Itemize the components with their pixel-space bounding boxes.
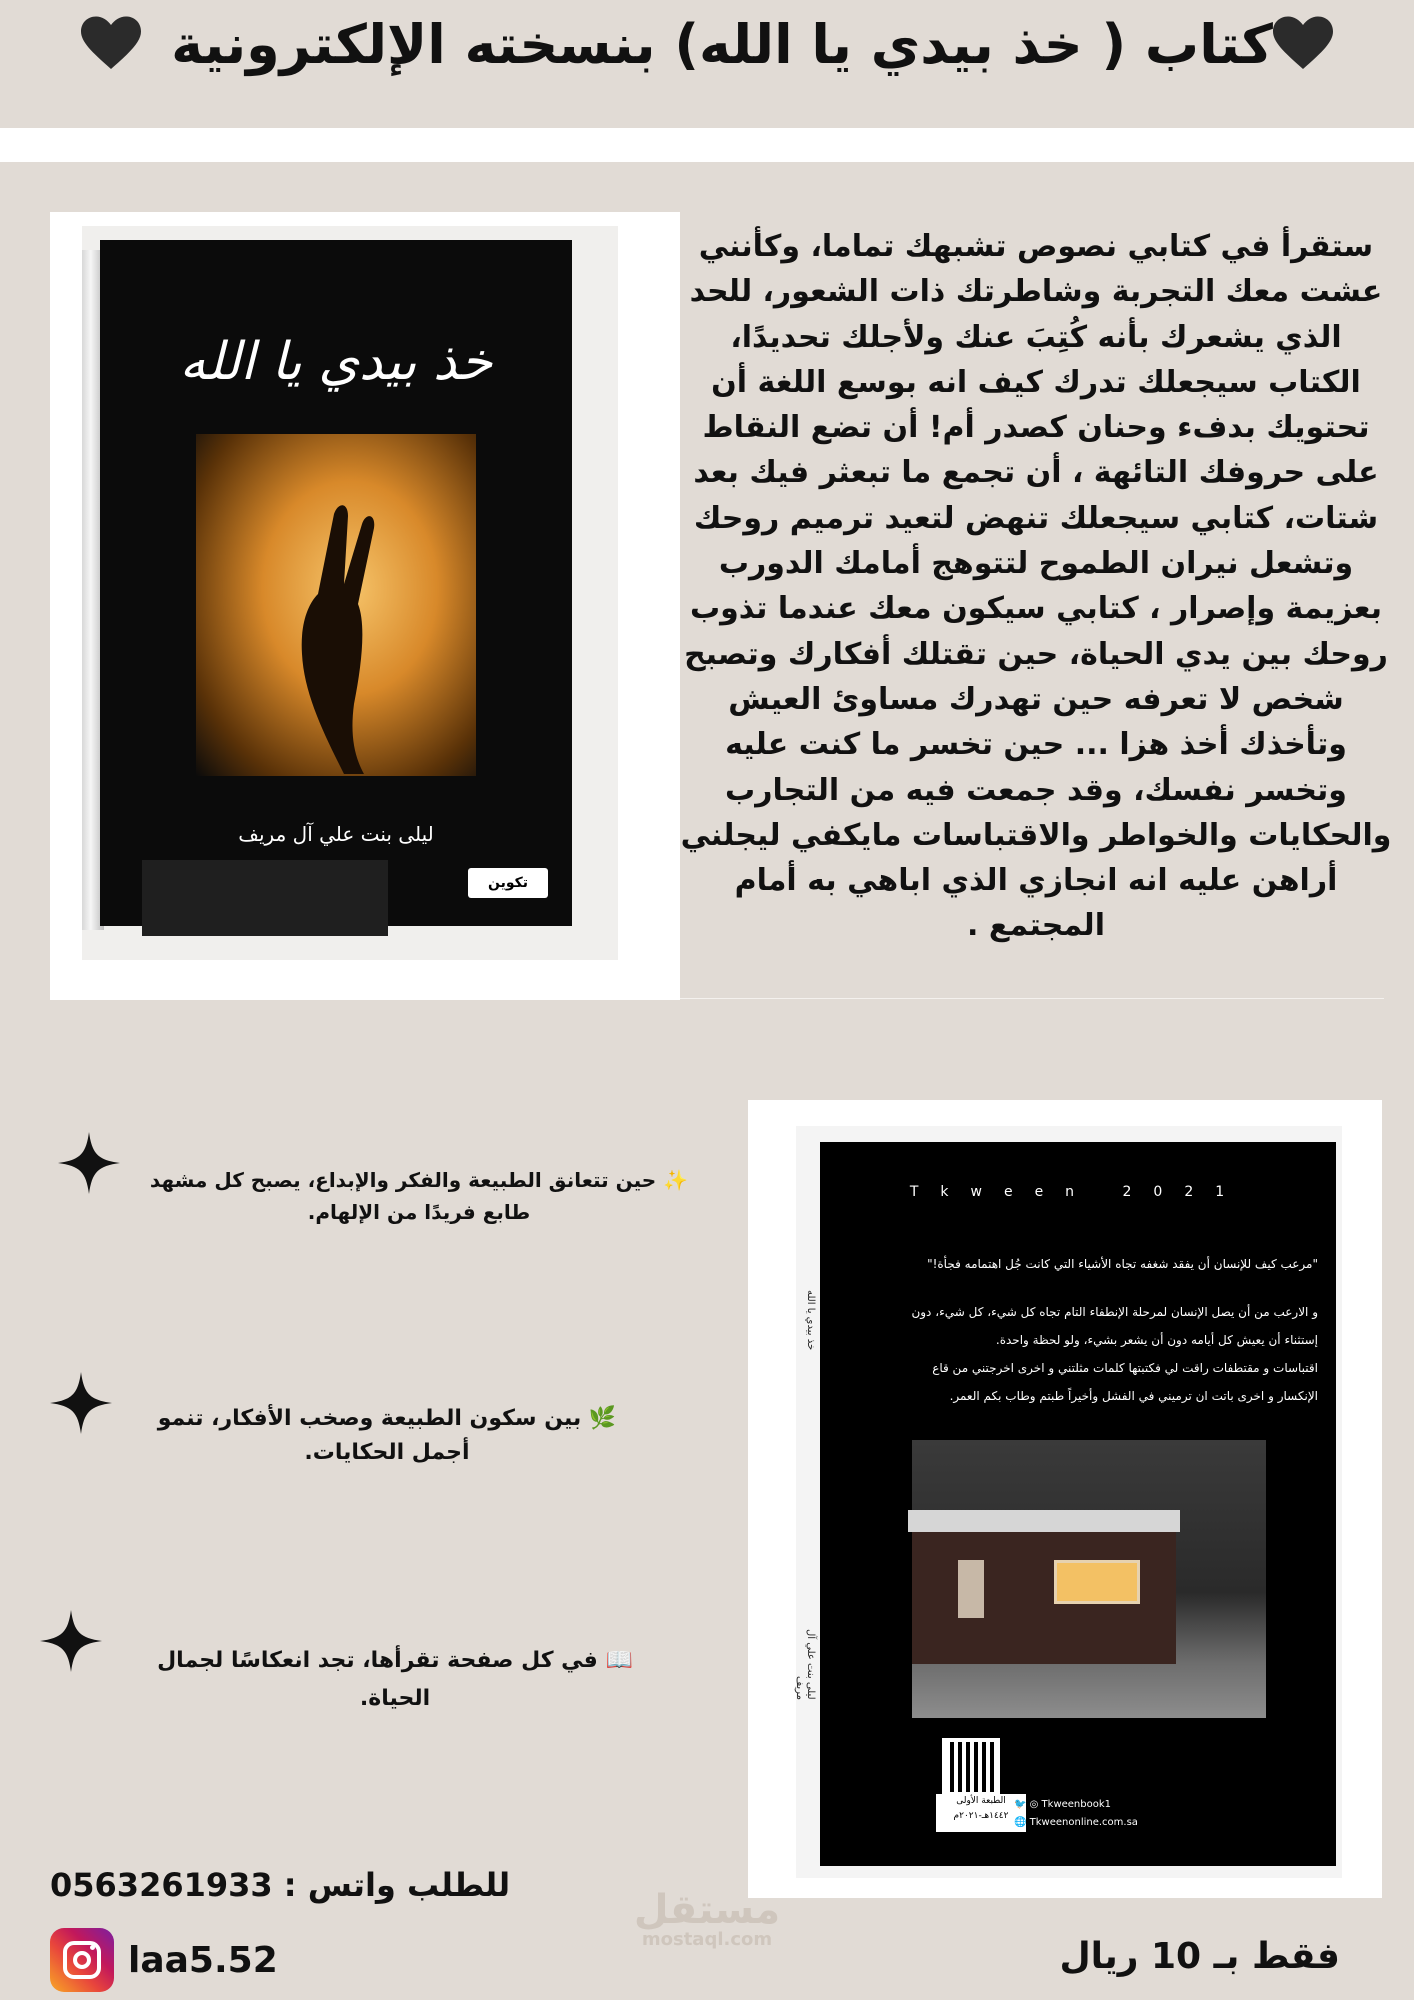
edition-text: الطبعة الأولى [956, 1796, 1006, 1806]
back-cover-quote: "مرعب كيف للإنسان أن يفقد شغفه تجاه الأشياء التي كانت جُل اهتمامه فجأة!" [927, 1257, 1318, 1271]
cover-author: ليلى بنت علي آل مريف [238, 822, 434, 846]
instagram-handle[interactable]: laa5.52 [128, 1939, 278, 1981]
website-text: Tkweenonline.com.sa [1029, 1817, 1138, 1828]
watermark-latin: mostaql.com [641, 1929, 773, 1950]
back-cover-quote-block [848, 1250, 1318, 1410]
feature-text: 🌿 بين سكون الطبيعة وصخب الأفكار، تنمو أجمل الحكايات. [157, 1406, 617, 1465]
four-point-star-icon [40, 1610, 102, 1672]
instagram-contact[interactable] [50, 1928, 278, 1992]
book-front-cover [100, 240, 572, 926]
back-cover-line: اقتباسات و مقتطفات راقت لي فكتبتها كلمات مثلتني و اخرى اخرجتني من قاع [932, 1361, 1318, 1375]
feature-item [0, 1592, 760, 1722]
cover-redaction-box [142, 860, 388, 936]
house-window [1054, 1560, 1140, 1604]
raised-hand-silhouette [284, 494, 394, 774]
header [0, 0, 1414, 128]
feature-list [0, 1100, 760, 1800]
back-cover-line: الإنكسار و اخرى باتت ان ترميني في الفشل وأخيراً طبتم وطاب بكم العمر. [949, 1389, 1318, 1403]
back-cover-brand: Tkween 2021 [909, 1184, 1247, 1200]
book-description: ستقرأ في كتابي نصوص تشبهك تماما، وكأنني عشت معك التجربة وشاطرتك ذات الشعور، للحد الذي يشعرك بأنه كُتِبَ عنك ولأجلك تحديدًا، الكتاب سيجعلك تدرك كيف انه بوسع اللغة أن تحتويك بدفء وحنان كصدر أم! أن تضع النقاط على حروفك التائهة ، أن تجمع ما تبعثر فيك بعد شتات، كتابي سيجعلك تنهض لتعيد ترميم روحك وتشعل نيران الطموح لتتوهج أمامك الدورب بعزيمة وإصرار ، كتابي سيكون معك عندما تذوب روحك بين يدي الحياة، حين تقتلك أفكارك وتصبح شخص لا تعرفه حين تهدرك مساوئ العيش وتأخذك أخذ هزا ... حين تخسر ما كنت عليه وتخسر نفسك، وقد جمعت فيه من التجارب والحكايات والخواطر والاقتباسات مايكفي ليجلني أراهن عليه انه انجازي الذي اباهي به أمام المجتمع . [680, 229, 1392, 944]
back-cover-spine-title: خذ بيدي يا الله [805, 1289, 816, 1350]
back-cover-image [748, 1100, 1382, 1898]
instagram-icon[interactable] [50, 1928, 114, 1992]
title-text: كتاب ( خذ بيدي يا الله) بنسخته الإلكترونية [171, 12, 1273, 76]
cover-candle-glow [196, 434, 476, 776]
black-heart-icon [1273, 16, 1333, 72]
snowy-house-photo [912, 1440, 1266, 1718]
qr-code [942, 1738, 1000, 1796]
feature-item [0, 1340, 760, 1470]
book-cover-image [50, 212, 680, 1000]
back-cover-line: و الارعب من أن يصل الإنسان لمرحلة الإنطفاء التام تجاه كل شيء، كل شيء، دون [911, 1305, 1318, 1319]
publisher-logo: تكوين [468, 868, 548, 898]
website: 🌐 Tkweenonline.com.sa [1014, 1817, 1138, 1828]
watermark [612, 1887, 802, 1950]
cover-title: خذ بيدي يا الله [179, 332, 493, 392]
social-handle-text: Tkweenbook1 [1041, 1799, 1112, 1810]
back-cover-spine-author: ليلى بنت علي آل مريف [794, 1629, 816, 1700]
publisher-social [1014, 1796, 1214, 1832]
four-point-star-icon [50, 1372, 112, 1434]
house-roof [908, 1510, 1180, 1532]
edition-label [936, 1794, 1026, 1832]
house-door [958, 1560, 984, 1618]
header-divider-band [0, 128, 1414, 162]
watermark-arabic: مستقل [633, 1887, 781, 1933]
feature-item [0, 1100, 760, 1230]
feature-text: 📖 في كل صفحة تقرأها، تجد انعكاسًا لجمال الحياة. [157, 1648, 633, 1711]
whatsapp-contact: للطلب واتس : 0563261933 [50, 1866, 511, 1904]
section-divider [680, 998, 1384, 999]
price-label: فقط بـ 10 ريال [1059, 1936, 1340, 1977]
page-title [0, 6, 1414, 82]
four-point-star-icon [58, 1132, 120, 1194]
black-heart-icon [81, 16, 141, 72]
social-handle: 🐦 ◎ Tkweenbook1 [1014, 1799, 1112, 1810]
back-cover-line: إستثناء أن يعيش كل أيامه دون أن يشعر بشيء، ولو لحظة واحدة. [995, 1333, 1318, 1347]
feature-text: ✨ حين تتعانق الطبيعة والفكر والإبداع، يصبح كل مشهد طابع فريدًا من الإلهام. [149, 1168, 689, 1224]
edition-year: ١٤٤٢هـ-٢٠٢١م [953, 1811, 1009, 1821]
